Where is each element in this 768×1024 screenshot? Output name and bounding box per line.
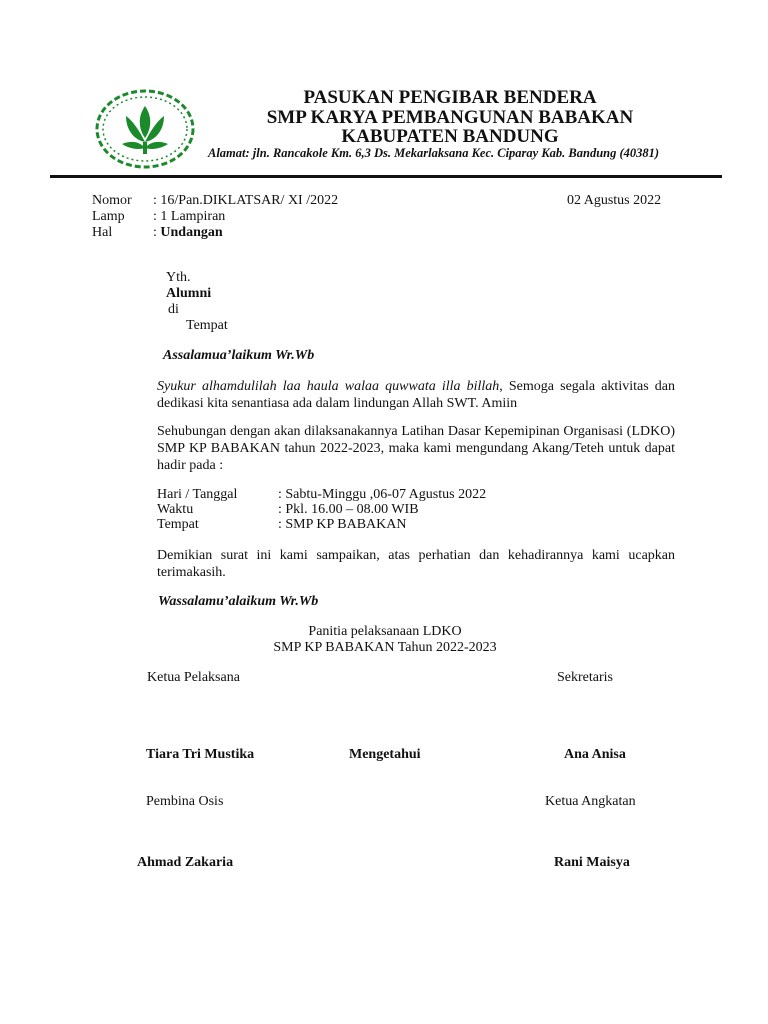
hal-colon: : — [153, 225, 157, 240]
header-divider — [50, 175, 722, 178]
detail-label-time: Waktu — [157, 502, 194, 517]
pembina-name: Ahmad Zakaria — [137, 855, 234, 870]
hal-label: Hal — [92, 225, 113, 240]
org-name: PASUKAN PENGIBAR BENDERA — [303, 87, 597, 108]
paragraph-invitation: Sehubungan dengan akan dilaksanakannya Latihan Dasar Kepemipinan Organisasi (LDKO) SMP KP BABAKAN tahun 2022-2023, maka kami mengundang Akang/Teteh untuk dapat hadir pada : — [157, 424, 675, 473]
recipient-yth: Yth. — [166, 270, 191, 285]
letter-date: 02 Agustus 2022 — [567, 193, 662, 208]
hal-value — [153, 225, 223, 241]
pembina-title: Pembina Osis — [146, 794, 224, 809]
recipient-name: Alumni — [166, 286, 212, 301]
nomor-value: : 16/Pan.DIKLATSAR/ XI /2022 — [153, 193, 339, 208]
closing-salam: Wassalamu’alaikum Wr.Wb — [158, 594, 319, 609]
address: Alamat: jln. Rancakole Km. 6,3 Ds. Mekarlaksana Kec. Ciparay Kab. Bandung (40381) — [208, 146, 660, 160]
detail-label-place: Tempat — [157, 517, 199, 532]
opening-rest: , Semoga segala aktivitas dan dedikasi kita senantiasa ada dalam lindungan Allah SWT. Amiin — [157, 379, 675, 411]
lamp-label: Lamp — [92, 209, 125, 224]
mengetahui-label: Mengetahui — [349, 747, 421, 762]
committee-line1: Panitia pelaksanaan LDKO — [308, 624, 462, 639]
recipient-place: Tempat — [186, 318, 228, 333]
paragraph-closing: Demikian surat ini kami sampaikan, atas perhatian dan kehadirannya kami ucapkan terimakasih. — [157, 548, 675, 580]
committee-line2: SMP KP BABAKAN Tahun 2022-2023 — [273, 640, 497, 655]
nomor-label: Nomor — [92, 193, 132, 208]
detail-value-time: : Pkl. 16.00 – 08.00 WIB — [278, 502, 419, 517]
angkatan-name: Rani Maisya — [554, 855, 630, 870]
regency-name: KABUPATEN BANDUNG — [341, 126, 559, 147]
recipient-di: di — [168, 302, 179, 317]
detail-value-date: : Sabtu-Minggu ,06-07 Agustus 2022 — [278, 487, 487, 502]
sekretaris-title: Sekretaris — [557, 670, 613, 685]
ketua-title: Ketua Pelaksana — [147, 670, 240, 685]
greeting: Assalamua’laikum Wr.Wb — [163, 348, 315, 363]
hal-subject: Undangan — [160, 225, 223, 240]
opening-italic: Syukur alhamdulilah laa haula walaa quwwata illa billah — [157, 379, 500, 394]
sekretaris-name: Ana Anisa — [564, 747, 626, 762]
lotus-emblem-icon — [92, 86, 198, 172]
lamp-value: : 1 Lampiran — [153, 209, 226, 224]
ketua-name: Tiara Tri Mustika — [146, 747, 255, 762]
detail-label-date: Hari / Tanggal — [157, 487, 238, 502]
angkatan-title: Ketua Angkatan — [545, 794, 636, 809]
detail-value-place: : SMP KP BABAKAN — [278, 517, 407, 532]
school-name: SMP KARYA PEMBANGUNAN BABAKAN — [266, 107, 634, 128]
paragraph-opening — [157, 378, 675, 412]
